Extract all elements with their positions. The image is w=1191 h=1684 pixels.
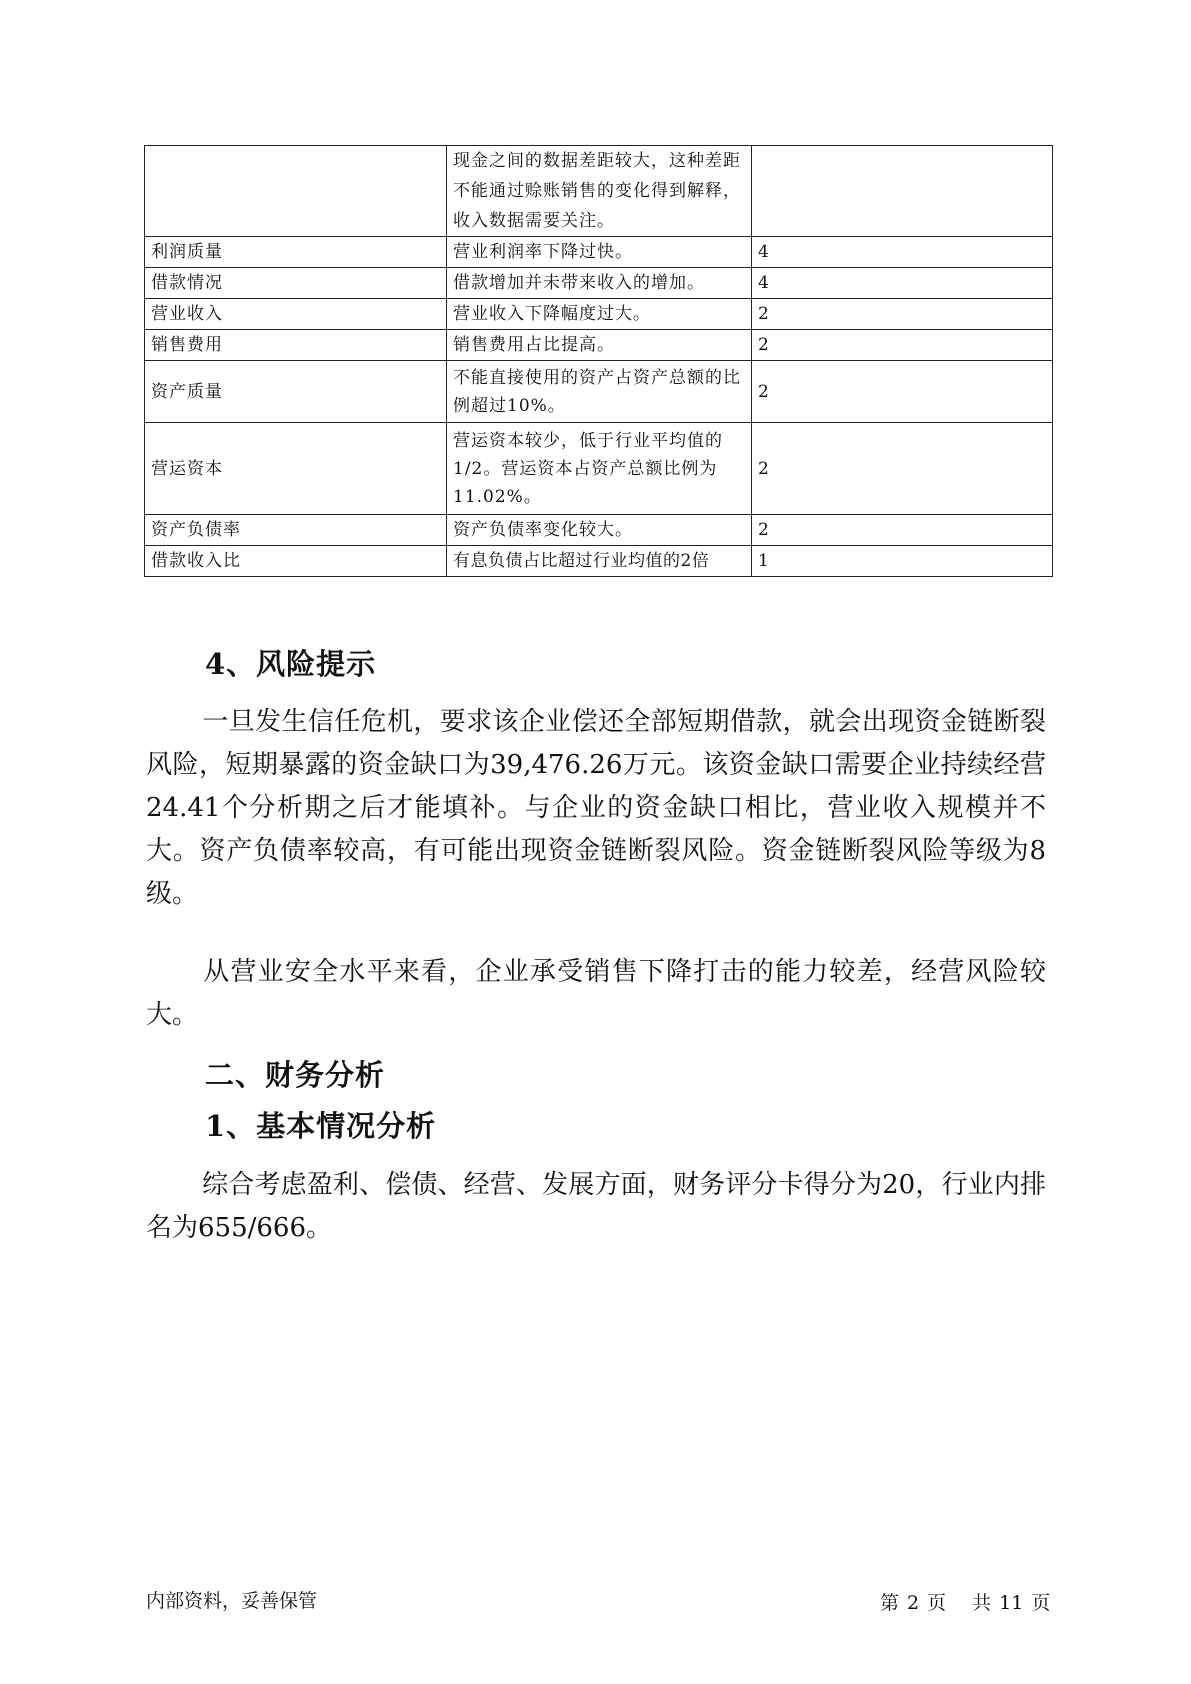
basic-analysis-heading: 1、基本情况分析 (205, 1109, 437, 1143)
table-row (145, 237, 1053, 268)
risk-desc-cell: 资产负债率变化较大。 (447, 515, 752, 546)
finance-section-heading: 二、财务分析 (205, 1058, 386, 1092)
risk-section-heading: 4、风险提示 (205, 647, 377, 681)
risk-paragraph-1-text: 一旦发生信任危机，要求该企业偿还全部短期借款，就会出现资金链断裂风险，短期暴露的资金缺口为39,476.26万元。该资金缺口需要企业持续经营 24.41个分析期之后才能填补。与企业的资金缺口相比，营业收入规模并不大。资产负债率较高，有可能出现资金链断裂风险。资金链断裂风险等级为8级。 (146, 707, 1046, 909)
total-word: 页 (1031, 1592, 1051, 1614)
risk-desc-cell: 营业利润率下降过快。 (447, 237, 752, 268)
risk-score-cell: 2 (752, 330, 1053, 361)
risk-score-cell: 2 (752, 299, 1053, 330)
risk-desc-cell: 借款增加并未带来收入的增加。 (447, 268, 752, 299)
total-prefix: 共 (972, 1592, 992, 1614)
table-row (145, 361, 1053, 423)
risk-item-cell: 资产负债率 (145, 515, 447, 546)
table-row (145, 299, 1053, 330)
risk-item-cell: 营运资本 (145, 423, 447, 515)
table-row (145, 330, 1053, 361)
risk-paragraph-1 (146, 701, 1046, 916)
risk-desc-cell: 有息负债占比超过行业均值的2倍 (447, 546, 752, 577)
confidential-footer: 内部资料，妥善保管 (146, 1590, 318, 1612)
total-pages: 11 (999, 1592, 1024, 1614)
page-prefix: 第 (880, 1592, 900, 1614)
risk-item-cell: 销售费用 (145, 330, 447, 361)
table-row (145, 423, 1053, 515)
risk-desc-cell (447, 146, 752, 237)
risk-desc-cell: 营运资本较少，低于行业平均值的1/2。营运资本占资产总额比例为11.02%。 (447, 423, 752, 515)
table-row (145, 146, 1053, 237)
risk-score-cell: 1 (752, 546, 1053, 577)
risk-item-cell (145, 146, 447, 237)
risk-item-cell: 资产质量 (145, 361, 447, 423)
risk-score-cell: 2 (752, 423, 1053, 515)
risk-score-cell: 4 (752, 268, 1053, 299)
risk-score-cell (752, 146, 1053, 237)
page-number-footer (880, 1588, 1058, 1615)
risk-score-cell: 4 (752, 237, 1053, 268)
risk-paragraph-2-text: 从营业安全水平来看，企业承受销售下降打击的能力较差，经营风险较大。 (146, 957, 1046, 1030)
risk-desc-cell: 不能直接使用的资产占资产总额的比例超过10%。 (447, 361, 752, 423)
risk-item-cell: 借款情况 (145, 268, 447, 299)
table-row (145, 515, 1053, 546)
table-row (145, 268, 1053, 299)
risk-desc-text: 现金之间的数据差距较大，这种差距不能通过赊账销售的变化得到解释，收入数据需要关注。 (453, 151, 741, 231)
risk-item-cell: 营业收入 (145, 299, 447, 330)
risk-item-cell: 利润质量 (145, 237, 447, 268)
table-row (145, 546, 1053, 577)
risk-item-cell: 借款收入比 (145, 546, 447, 577)
risk-paragraph-2 (146, 951, 1046, 1037)
risk-desc-cell: 销售费用占比提高。 (447, 330, 752, 361)
page-word: 页 (927, 1592, 947, 1614)
risk-desc-cell: 营业收入下降幅度过大。 (447, 299, 752, 330)
risk-score-cell: 2 (752, 361, 1053, 423)
page-number: 2 (907, 1592, 920, 1614)
risk-score-cell: 2 (752, 515, 1053, 546)
risk-indicator-table (144, 145, 1053, 577)
finance-paragraph-text: 综合考虑盈利、偿债、经营、发展方面，财务评分卡得分为20，行业内排名为655/666。 (146, 1170, 1046, 1243)
finance-paragraph (146, 1164, 1046, 1250)
